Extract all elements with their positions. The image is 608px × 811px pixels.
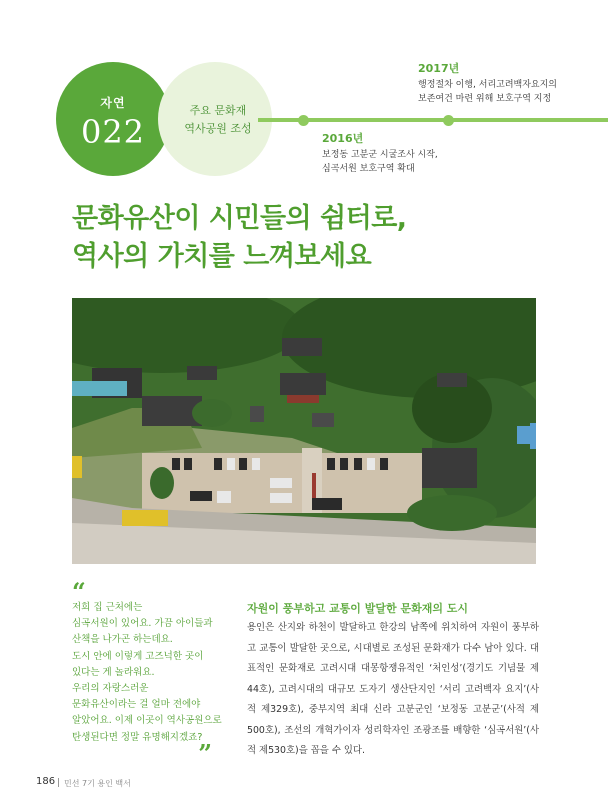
event-line: 심곡서원 보호구역 확대 [322, 164, 415, 174]
subject-line: 역사공원 조성 [184, 122, 252, 135]
page-number: 186 [36, 776, 56, 787]
resident-quote [72, 577, 248, 768]
quote-line: 알았어요. 이제 이곳이 역사공원으로 [72, 715, 222, 727]
book-title: 민선 7기 용인 백서 [64, 779, 131, 788]
quote-line: 저희 집 근처에는 [72, 602, 143, 613]
aerial-photo [72, 298, 536, 564]
category-badge [56, 62, 170, 176]
event-line: 행정절차 이행, 서리고려백자요지의 [418, 80, 557, 90]
section-title: 자원이 풍부하고 교통이 발달한 문화재의 도시 [247, 602, 469, 615]
quote-line: 도시 안에 이렇게 고즈넉한 곳이 [72, 650, 204, 662]
subject-label [176, 102, 260, 138]
quote-line: 우리의 자랑스러운 [72, 683, 149, 695]
badge-category: 자연 [100, 96, 126, 110]
timeline-dot-2017 [443, 115, 454, 126]
event-year: 2017년 [418, 62, 460, 75]
timeline-bar [258, 118, 608, 122]
quote-line: 탄생된다면 정말 유명해지겠죠? [72, 731, 203, 743]
badge-number: 022 [80, 113, 146, 151]
timeline-event-2016 [322, 132, 522, 176]
footer-divider [58, 778, 59, 787]
quote-open-icon: “ [72, 577, 86, 606]
headline-line: 역사의 가치를 느껴보세요 [72, 241, 372, 272]
quote-line: 문화유산이라는 걸 얼마 전에야 [72, 699, 201, 711]
quote-line: 심곡서원이 있어요. 가끔 아이들과 [72, 618, 213, 630]
subject-line: 주요 문화재 [189, 104, 247, 117]
page-headline [72, 200, 552, 276]
event-line: 보존여건 마련 위해 보호구역 지정 [418, 94, 552, 104]
event-year: 2016년 [322, 132, 364, 145]
headline-line: 문화유산이 시민들의 쉼터로, [72, 203, 407, 234]
quote-line: 산책을 나가곤 하는데요. [72, 634, 173, 646]
section-paragraph: 용인은 산지와 하천이 발달하고 한강의 남쪽에 위치하여 자원이 풍부하고 교통이 발달한 곳으로, 시대별로 조성된 문화재가 다수 남아 있다. 대표적인 문화재로 고려시대 대몽항쟁유적인 ‘처인성’(경기도 기념물 제44호), 고려시대의 대규모 도자기 생산단지인 ‘서리 고려백자 요지’(사적 제329호), 중부지역 최대 신라 고분군인 ‘보정동 고분군’(사적 제500호), 조선의 개혁가이자 성리학자인 조광조를 배향한 ‘심곡서원’(사적 제530호)을 꼽을 수 있다. [247, 622, 539, 756]
timeline-dot-2016 [298, 115, 309, 126]
timeline-event-2017 [418, 62, 608, 106]
event-line: 보정동 고분군 시굴조사 시작, [322, 150, 438, 160]
quote-close-icon: ” [198, 738, 212, 768]
quote-line: 있다는 게 놀라워요. [72, 666, 155, 678]
